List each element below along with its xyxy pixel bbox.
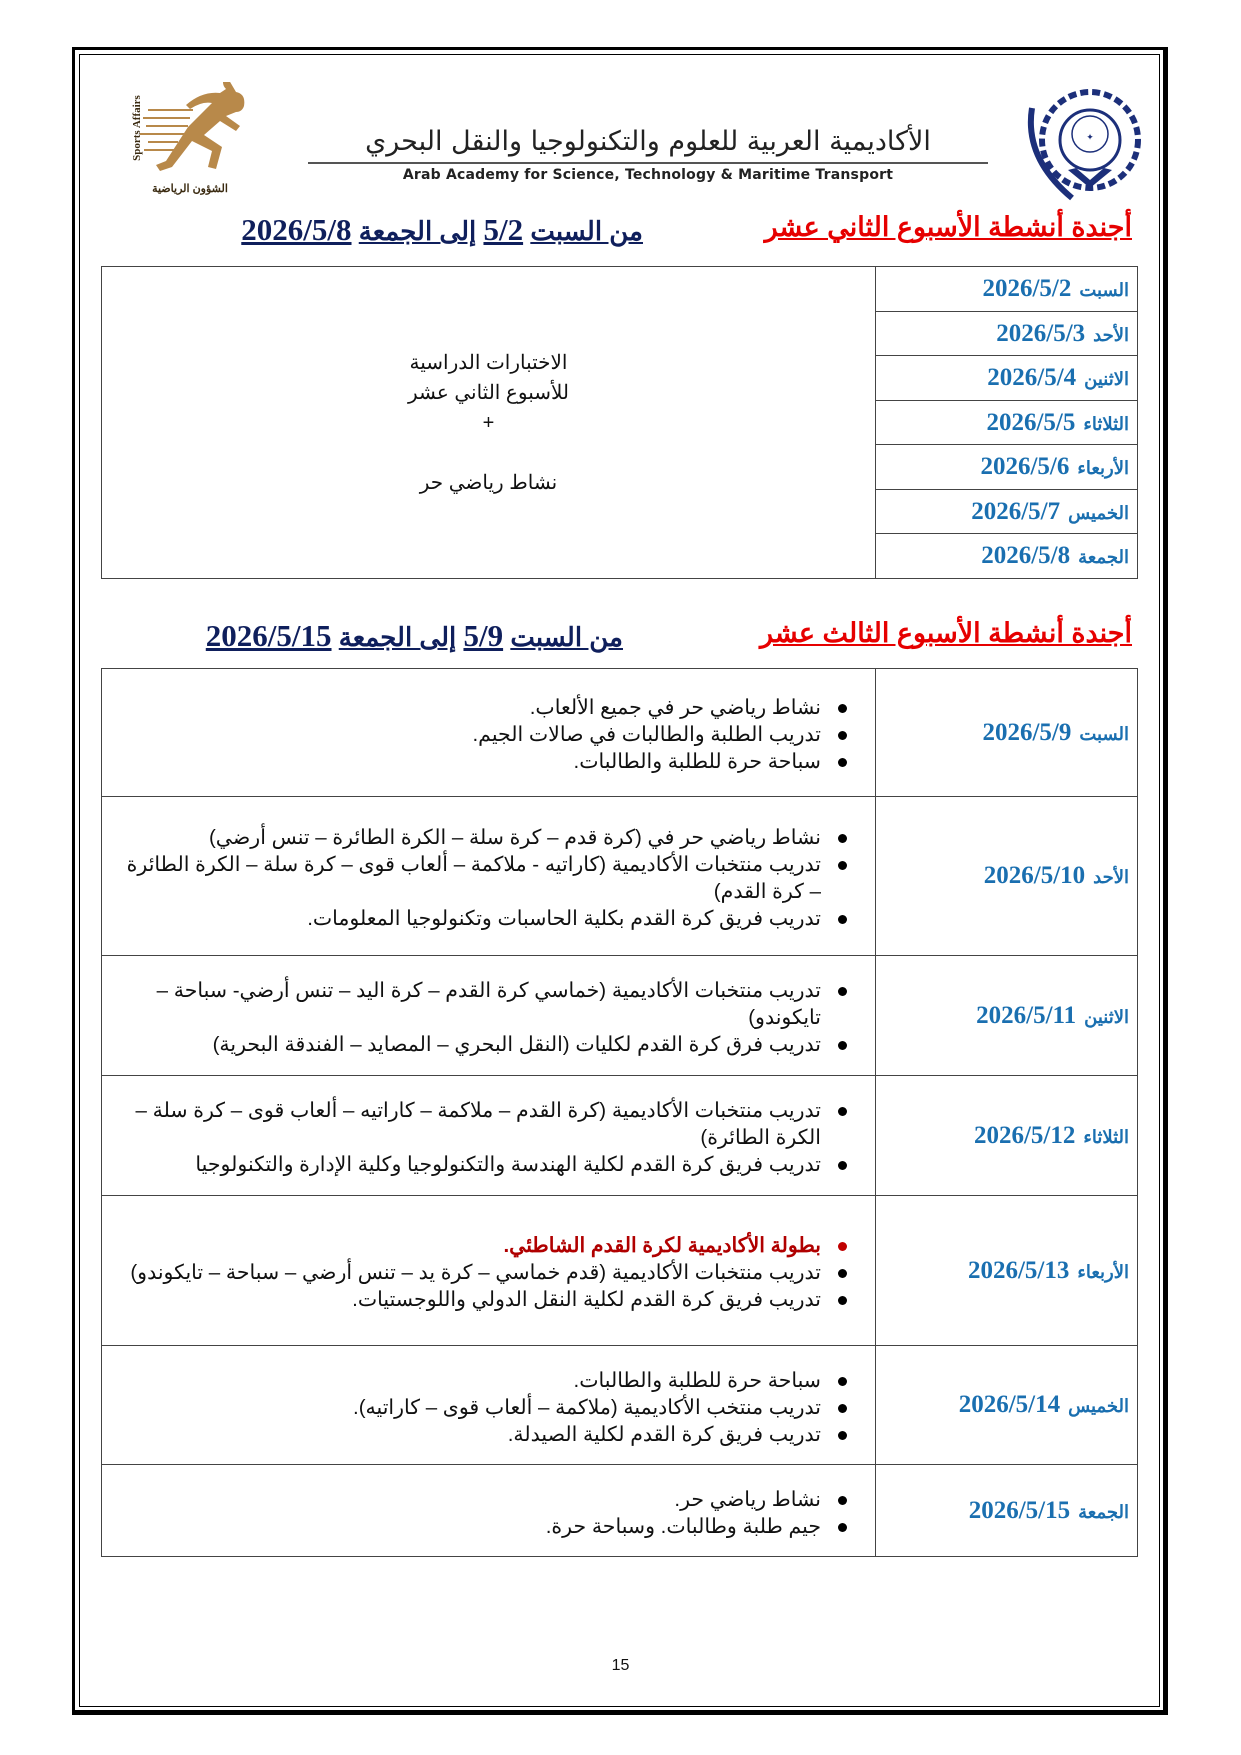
day-name: الخميس — [1068, 1396, 1129, 1416]
activity-list — [110, 1367, 867, 1448]
day-name: الأحد — [1093, 867, 1129, 887]
academy-name-divider — [308, 162, 988, 164]
day-date: 2026/5/14 — [958, 1391, 1061, 1418]
day-name: الأربعاء — [1077, 1261, 1129, 1282]
table-row — [102, 1196, 1138, 1346]
merged-line-1: الاختبارات الدراسية — [409, 351, 568, 374]
activity-item: تدريب منتخبات الأكاديمية (قدم خماسي – كرة يد – تنس أرضي – سباحة – تايكوندو) — [110, 1259, 867, 1286]
activity-item: سباحة حرة للطلبة والطالبات. — [110, 1367, 867, 1394]
week12-from-date: 5/2 — [483, 212, 524, 247]
aast-emblem-icon — [1018, 88, 1146, 206]
activities-cell — [102, 1076, 876, 1196]
sports-logo-arabic-text: الشؤون الرياضية — [152, 183, 228, 195]
week12-date-range — [241, 212, 643, 248]
academy-name-block — [288, 124, 1008, 183]
activity-item: تدريب فريق كرة القدم لكلية الصيدلة. — [110, 1421, 867, 1448]
week12-to-label: إلى الجمعة — [358, 216, 477, 246]
week12-to-date: 2026/5/8 — [241, 212, 352, 247]
week13-title: أجندة أنشطة الأسبوع الثالث عشر — [759, 618, 1132, 648]
activity-item: سباحة حرة للطلبة والطالبات. — [110, 748, 867, 775]
table-row — [102, 797, 1138, 956]
activity-list — [110, 1097, 867, 1178]
day-cell — [876, 956, 1138, 1076]
day-cell — [876, 1346, 1138, 1465]
day-cell — [876, 1465, 1138, 1557]
activity-item: تدريب الطلبة والطالبات في صالات الجيم. — [110, 721, 867, 748]
day-cell — [876, 490, 1138, 534]
activity-item: نشاط رياضي حر. — [110, 1486, 867, 1513]
table-row — [102, 956, 1138, 1076]
activity-item: تدريب منتخب الأكاديمية (ملاكمة – ألعاب قوى – كاراتيه). — [110, 1394, 867, 1421]
day-name: الثلاثاء — [1083, 1126, 1129, 1147]
activity-item: تدريب منتخبات الأكاديمية (كرة القدم – ملاكمة – كاراتيه – ألعاب قوى – كرة سلة – الكرة الطائرة) — [110, 1097, 867, 1151]
week13-to-label: إلى الجمعة — [338, 622, 457, 652]
table-row — [102, 267, 1138, 312]
table-row — [102, 669, 1138, 797]
day-name: السبت — [1079, 280, 1129, 300]
day-cell — [876, 797, 1138, 956]
table-row — [102, 1346, 1138, 1465]
activity-item: جيم طلبة وطالبات. وسباحة حرة. — [110, 1513, 867, 1540]
activities-cell — [102, 1465, 876, 1557]
activities-cell — [102, 1196, 876, 1346]
activity-item-highlight: بطولة الأكاديمية لكرة القدم الشاطئي. — [110, 1232, 867, 1259]
week13-date-range — [206, 618, 623, 654]
day-cell — [876, 312, 1138, 356]
week12-heading — [100, 212, 1138, 252]
day-date: 2026/5/7 — [971, 497, 1061, 525]
sports-affairs-logo — [118, 82, 268, 197]
merged-line-2: للأسبوع الثاني عشر — [407, 381, 570, 404]
day-date: 2026/5/11 — [976, 1001, 1077, 1029]
week13-from-label: من السبت — [510, 622, 623, 652]
day-cell — [876, 1196, 1138, 1346]
day-name: الأحد — [1093, 324, 1129, 345]
day-name: الخميس — [1068, 502, 1129, 523]
academy-name-english: Arab Academy for Science, Technology & Maritime Transport — [402, 167, 894, 183]
day-name: الثلاثاء — [1083, 413, 1129, 434]
activity-item: تدريب فريق كرة القدم بكلية الحاسبات وتكنولوجيا المعلومات. — [110, 905, 867, 932]
day-date: 2026/5/2 — [982, 275, 1072, 302]
day-date: 2026/5/13 — [967, 1256, 1070, 1284]
day-date: 2026/5/9 — [982, 718, 1072, 746]
week13-heading — [100, 618, 1138, 658]
academy-name-arabic: الأكاديمية العربية للعلوم والتكنولوجيا والنقل البحري — [365, 126, 931, 157]
day-date: 2026/5/10 — [983, 862, 1086, 889]
merged-activity-cell — [102, 267, 876, 579]
table-row — [102, 1465, 1138, 1557]
day-date: 2026/5/6 — [980, 453, 1070, 480]
activities-cell — [102, 797, 876, 956]
day-name: السبت — [1079, 723, 1129, 744]
day-name: الأربعاء — [1077, 458, 1129, 478]
activities-cell — [102, 1346, 876, 1465]
day-name: الاثنين — [1084, 1006, 1129, 1027]
day-date: 2026/5/3 — [996, 319, 1086, 347]
day-cell — [876, 401, 1138, 445]
day-date: 2026/5/5 — [986, 408, 1076, 436]
day-name: الجمعة — [1078, 547, 1129, 567]
day-date: 2026/5/15 — [968, 1496, 1071, 1524]
week13-to-date: 2026/5/15 — [205, 618, 332, 653]
week12-agenda-table — [101, 266, 1138, 579]
week12-title: أجندة أنشطة الأسبوع الثاني عشر — [764, 212, 1132, 242]
activity-item: تدريب منتخبات الأكاديمية (خماسي كرة القدم – كرة اليد – تنس أرضي- سباحة – تايكوندو) — [110, 977, 867, 1031]
merged-plus: + — [482, 411, 495, 434]
day-cell — [876, 534, 1138, 579]
day-cell — [876, 1076, 1138, 1196]
day-cell — [876, 267, 1138, 312]
svg-text:✦: ✦ — [1086, 133, 1094, 143]
activity-list — [110, 1232, 867, 1313]
table-row — [102, 1076, 1138, 1196]
day-date: 2026/5/8 — [981, 542, 1071, 569]
week12-from-label: من السبت — [530, 216, 643, 246]
week13-agenda-table — [101, 668, 1138, 1557]
day-date: 2026/5/12 — [973, 1121, 1076, 1149]
activity-list — [110, 824, 867, 932]
aast-emblem-logo — [1018, 88, 1146, 206]
activity-item: تدريب منتخبات الأكاديمية (كاراتيه - ملاكمة – ألعاب قوى – كرة سلة – الكرة الطائرة – كرة القدم) — [110, 851, 867, 905]
activity-item: تدريب فرق كرة القدم لكليات (النقل البحري – المصايد – الفندقة البحرية) — [110, 1031, 867, 1058]
activity-item: نشاط رياضي حر في جميع الألعاب. — [110, 694, 867, 721]
activity-list — [110, 1486, 867, 1540]
day-cell — [876, 445, 1138, 490]
activities-cell — [102, 669, 876, 797]
page-number: 15 — [611, 1657, 630, 1674]
day-name: الجمعة — [1078, 1501, 1129, 1522]
day-cell — [876, 356, 1138, 401]
activity-item: تدريب فريق كرة القدم لكلية النقل الدولي واللوجستيات. — [110, 1286, 867, 1313]
merged-line-3: نشاط رياضي حر — [419, 471, 558, 494]
week13-from-date: 5/9 — [463, 618, 504, 653]
day-name: الاثنين — [1084, 369, 1129, 389]
sports-logo-english-text: Sports Affairs — [130, 95, 143, 161]
activity-list — [110, 977, 867, 1058]
activity-list — [110, 694, 867, 775]
day-cell — [876, 669, 1138, 797]
activities-cell — [102, 956, 876, 1076]
day-date: 2026/5/4 — [987, 364, 1077, 391]
activity-item: تدريب فريق كرة القدم لكلية الهندسة والتكنولوجيا وكلية الإدارة والتكنولوجيا — [110, 1151, 867, 1178]
document-header — [110, 82, 1150, 202]
activity-item: نشاط رياضي حر في (كرة قدم – كرة سلة – الكرة الطائرة – تنس أرضي) — [110, 824, 867, 851]
